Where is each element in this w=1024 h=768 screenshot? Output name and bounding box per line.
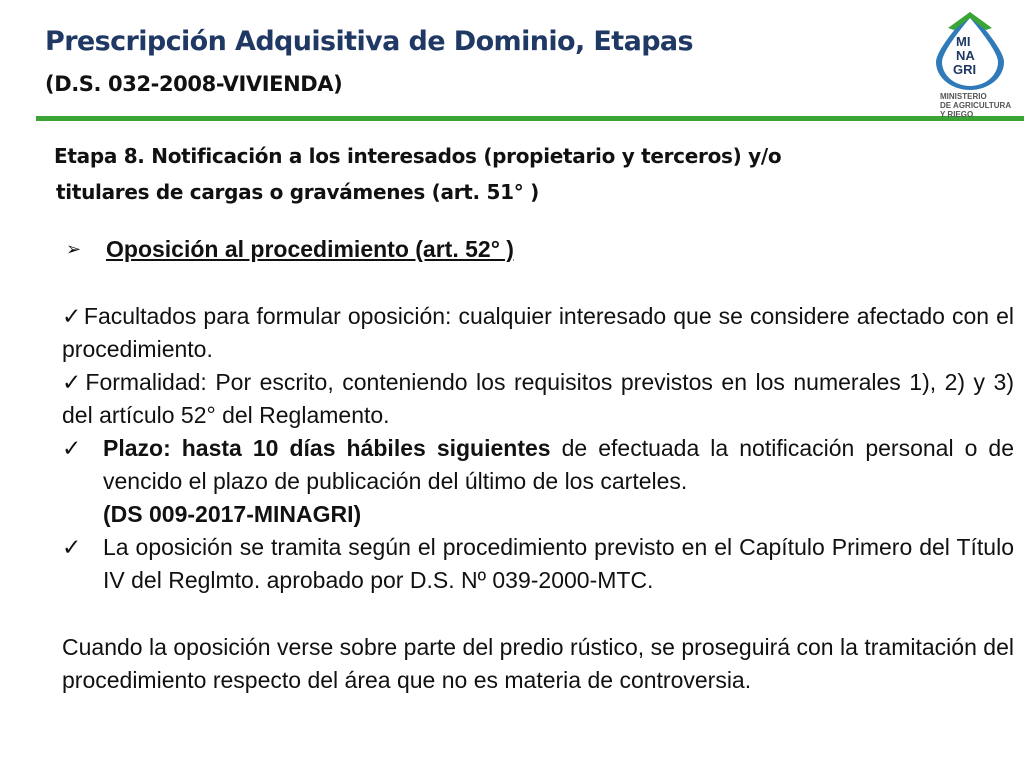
stage-line-2: titulares de cargas o gravámenes (art. 51° ) — [56, 180, 539, 204]
item-text: Formalidad: Por escrito, conteniendo los requisitos previstos en los numerales 1), 2) y 3) del artículo 52° del Reglamento. — [62, 369, 1014, 428]
closing-paragraph: Cuando la oposición verse sobre parte del predio rústico, se proseguirá con la tramitación del procedimiento respecto del área que no es materia de controversia. — [62, 634, 1014, 693]
plazo-reference: (DS 009-2017-MINAGRI) — [103, 501, 362, 527]
list-item-formalidad — [62, 366, 1014, 432]
section-heading-row — [62, 232, 1014, 266]
logo-mark-2: NA — [956, 48, 975, 63]
logo-mark-1: MI — [956, 34, 971, 49]
section-heading: Oposición al procedimiento (art. 52° ) — [106, 235, 514, 262]
content-body — [62, 232, 1014, 697]
list-item-tramite — [62, 531, 1014, 597]
arrow-bullet-icon: ➢ — [66, 238, 82, 259]
page-subtitle: (D.S. 032-2008-VIVIENDA) — [45, 72, 343, 96]
logo-caption: MINISTERIO DE AGRICULTURA Y RIEGO — [940, 92, 1012, 119]
list-item-facultados — [62, 300, 1014, 366]
logo-mark-3: GRI — [953, 62, 977, 77]
check-icon: ✓ — [62, 369, 84, 395]
check-icon: ✓ — [62, 534, 82, 560]
list-item-plazo — [62, 432, 1014, 531]
item-text: Facultados para formular oposición: cualquier interesado que se considere afectado con el procedimiento. — [62, 303, 1014, 362]
minagri-logo — [922, 8, 1018, 120]
drop-logo-icon — [928, 8, 1012, 92]
stage-line-1: Etapa 8. Notificación a los interesados (propietario y terceros) y/o — [54, 144, 782, 168]
header-divider — [36, 116, 1024, 121]
page-title: Prescripción Adquisitiva de Dominio, Etapas — [45, 26, 694, 57]
stage-heading — [54, 138, 934, 210]
check-icon: ✓ — [62, 303, 82, 329]
plazo-bold: Plazo: hasta 10 días hábiles siguientes — [103, 435, 551, 461]
plazo-text: de efectuada la notificación personal o de vencido el plazo de publicación del último de los carteles. — [103, 435, 1014, 494]
check-icon: ✓ — [62, 435, 82, 461]
tramite-text: La oposición se tramita según el procedimiento previsto en el Capítulo Primero del Título IV del Reglmto. aprobado por D.S. Nº 039-2000-MTC. — [103, 534, 1014, 593]
